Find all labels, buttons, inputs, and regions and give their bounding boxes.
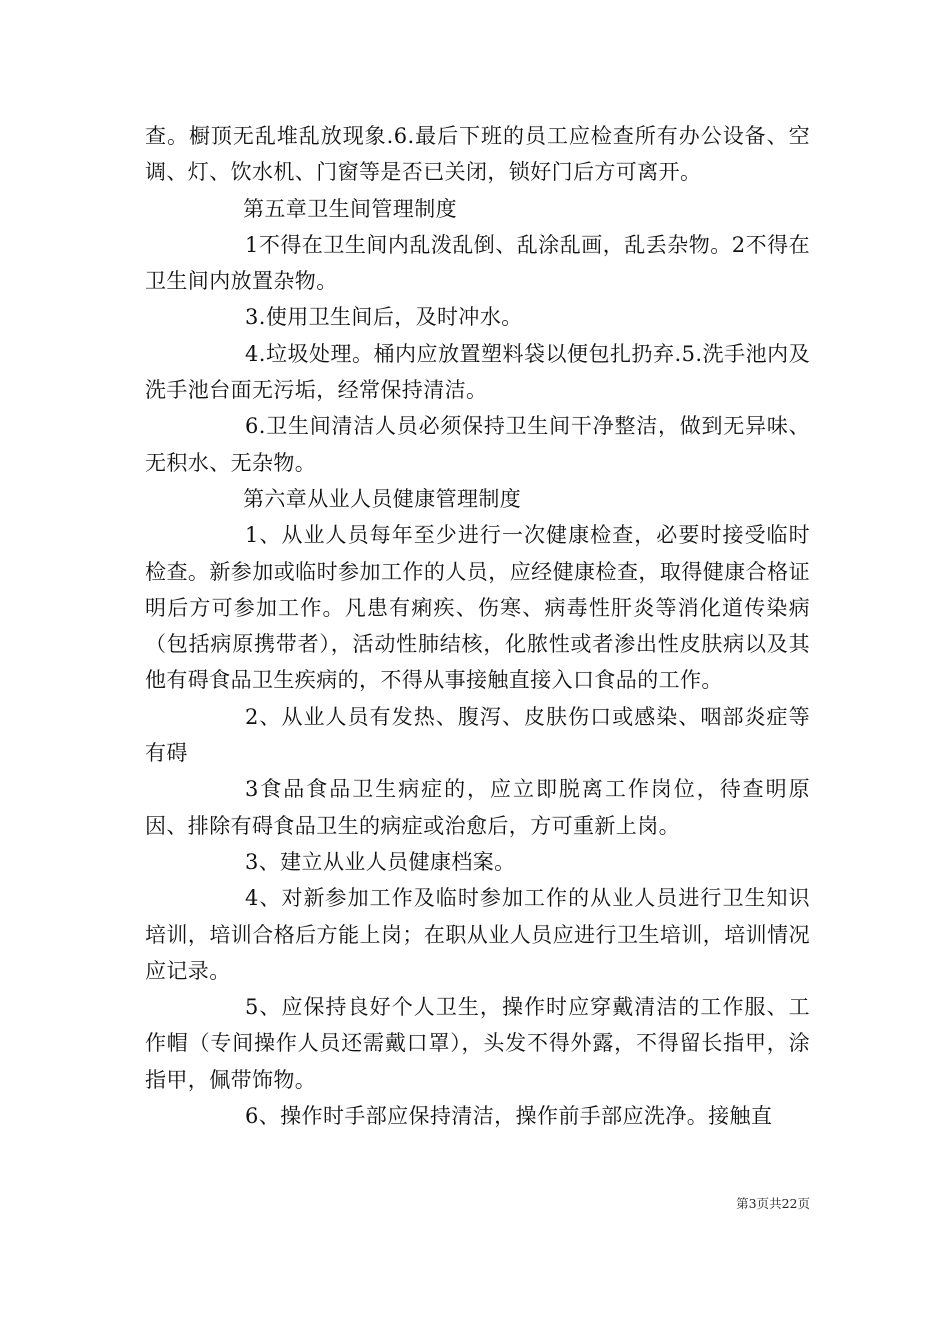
paragraph: 1、从业人员每年至少进行一次健康检查，必要时接受临时检查。新参加或临时参加工作的人员，应经健康检查，取得健康合格证明后方可参加工作。凡患有痢疾、伤寒、病毒性肝炎等消化道传染病（包括病原携带者），活动性肺结核，化脓性或者渗出性皮肤病以及其他有碍食品卫生疾病的，不得从事接触直接入口食品的工作。 [145,523,810,693]
document-body [145,118,810,1134]
paragraph: 6、操作时手部应保持清洁，操作前手部应洗净。接触直 [245,1104,773,1129]
paragraph: 1不得在卫生间内乱泼乱倒、乱涂乱画，乱丢杂物。2不得在卫生间内放置杂物。 [145,232,810,294]
paragraph: 3.使用卫生间后，及时冲水。 [245,305,523,330]
paragraph-continuation: 查。橱顶无乱堆乱放现象.6.最后下班的员工应检查所有办公设备、空调、灯、饮水机、门窗等是否已关闭，锁好门后方可离开。 [145,124,810,185]
paragraph: 2、从业人员有发热、腹泻、皮肤伤口或感染、咽部炎症等有碍 [145,704,810,766]
paragraph: 4.垃圾处理。桶内应放置塑料袋以便包扎扔弃.5.洗手池内及洗手池台面无污垢，经常保持清洁。 [145,341,810,403]
page-number-footer: 第3页共22页 [736,1196,810,1211]
chapter-heading-5: 第五章卫生间管理制度 [243,196,457,221]
paragraph: 6.卫生间清洁人员必须保持卫生间干净整洁，做到无异味、无积水、无杂物。 [145,414,810,475]
paragraph: 5、应保持良好个人卫生，操作时应穿戴清洁的工作服、工作帽（专间操作人员还需戴口罩），头发不得外露，不得留长指甲，涂指甲，佩带饰物。 [145,995,810,1092]
paragraph: 3食品食品卫生病症的，应立即脱离工作岗位，待查明原因、排除有碍食品卫生的病症或治愈后，方可重新上岗。 [145,777,810,838]
paragraph: 3、建立从业人员健康档案。 [245,849,516,874]
paragraph: 4、对新参加工作及临时参加工作的从业人员进行卫生知识培训，培训合格后方能上岗；在职从业人员应进行卫生培训，培训情况应记录。 [145,886,810,983]
chapter-heading-6: 第六章从业人员健康管理制度 [243,486,522,511]
